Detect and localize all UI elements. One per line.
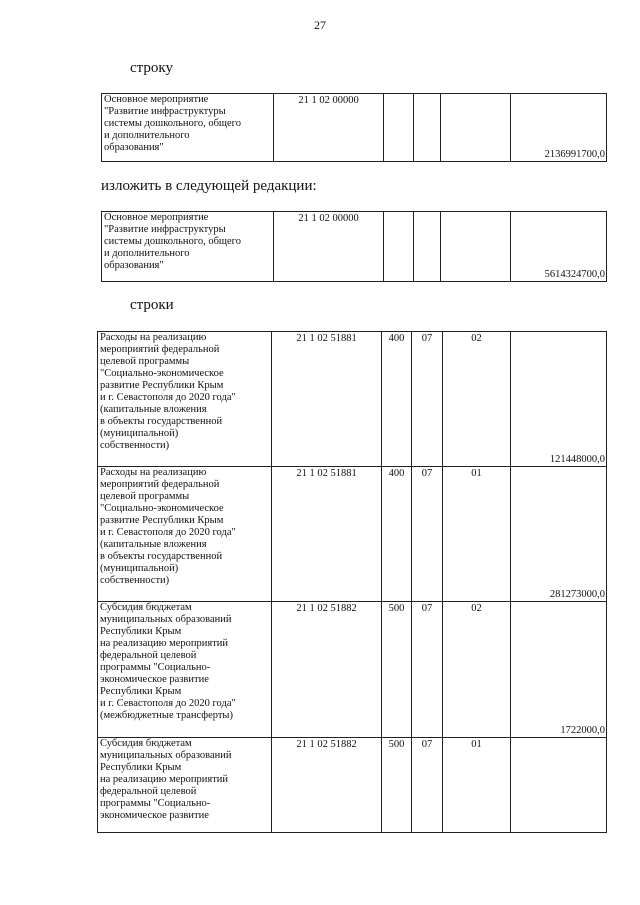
row-rz: 07 bbox=[412, 602, 443, 738]
row-vr: 500 bbox=[382, 738, 412, 833]
row-vr: 500 bbox=[382, 602, 412, 738]
table-lines bbox=[97, 331, 607, 833]
heading-stroki: строки bbox=[130, 297, 174, 313]
row-name: Субсидия бюджетам муниципальных образований Республики Крым на реализацию мероприятий федеральной целевой программы "Социально- экономическое развитие Республики Крым и г. Севастополя до 2020 года" (межбюджетные трансферты) bbox=[98, 602, 272, 738]
row-rz: 07 bbox=[412, 467, 443, 602]
row-amount: 5614324700,0 bbox=[511, 212, 607, 282]
row-pr: 01 bbox=[443, 738, 511, 833]
row-name: Расходы на реализацию мероприятий федеральной целевой программы "Социально-экономическое развитие Республики Крым и г. Севастополя до 2020 года" (капитальные вложения в объекты государственной (муниципальной) собственности) bbox=[98, 467, 272, 602]
row-amount: 2136991700,0 bbox=[511, 94, 607, 162]
row-vr: 400 bbox=[382, 467, 412, 602]
row-code: 21 1 02 51882 bbox=[272, 602, 382, 738]
table-old-row bbox=[101, 93, 607, 162]
table-row bbox=[98, 467, 607, 602]
row-rz: 07 bbox=[412, 332, 443, 467]
row-amount: 1722000,0 bbox=[511, 602, 607, 738]
row-name: Субсидия бюджетам муниципальных образований Республики Крым на реализацию мероприятий федеральной целевой программы "Социально- экономическое развитие bbox=[98, 738, 272, 833]
row-code: 21 1 02 00000 bbox=[274, 212, 384, 282]
table-row bbox=[98, 602, 607, 738]
table-row bbox=[98, 738, 607, 833]
row-vr: 400 bbox=[382, 332, 412, 467]
table-new-row bbox=[101, 211, 607, 282]
row-amount: 121448000,0 bbox=[511, 332, 607, 467]
row-pr: 02 bbox=[443, 332, 511, 467]
row-code: 21 1 02 51881 bbox=[272, 332, 382, 467]
heading-stroku: строку bbox=[130, 60, 173, 76]
page-number: 27 bbox=[314, 18, 326, 32]
row-rz: 07 bbox=[412, 738, 443, 833]
row-code: 21 1 02 51881 bbox=[272, 467, 382, 602]
row-name: Основное мероприятие "Развитие инфраструктуры системы дошкольного, общего и дополнительного образования" bbox=[102, 94, 274, 162]
row-amount bbox=[511, 738, 607, 833]
row-code: 21 1 02 00000 bbox=[274, 94, 384, 162]
row-pr: 02 bbox=[443, 602, 511, 738]
row-name: Расходы на реализацию мероприятий федеральной целевой программы "Социально-экономическое развитие Республики Крым и г. Севастополя до 2020 года" (капитальные вложения в объекты государственной (муниципальной) собственности) bbox=[98, 332, 272, 467]
row-name: Основное мероприятие "Развитие инфраструктуры системы дошкольного, общего и дополнительного образования" bbox=[102, 212, 274, 282]
heading-izlozhit: изложить в следующей редакции: bbox=[101, 178, 317, 194]
row-amount: 281273000,0 bbox=[511, 467, 607, 602]
row-code: 21 1 02 51882 bbox=[272, 738, 382, 833]
row-pr: 01 bbox=[443, 467, 511, 602]
table-row bbox=[98, 332, 607, 467]
